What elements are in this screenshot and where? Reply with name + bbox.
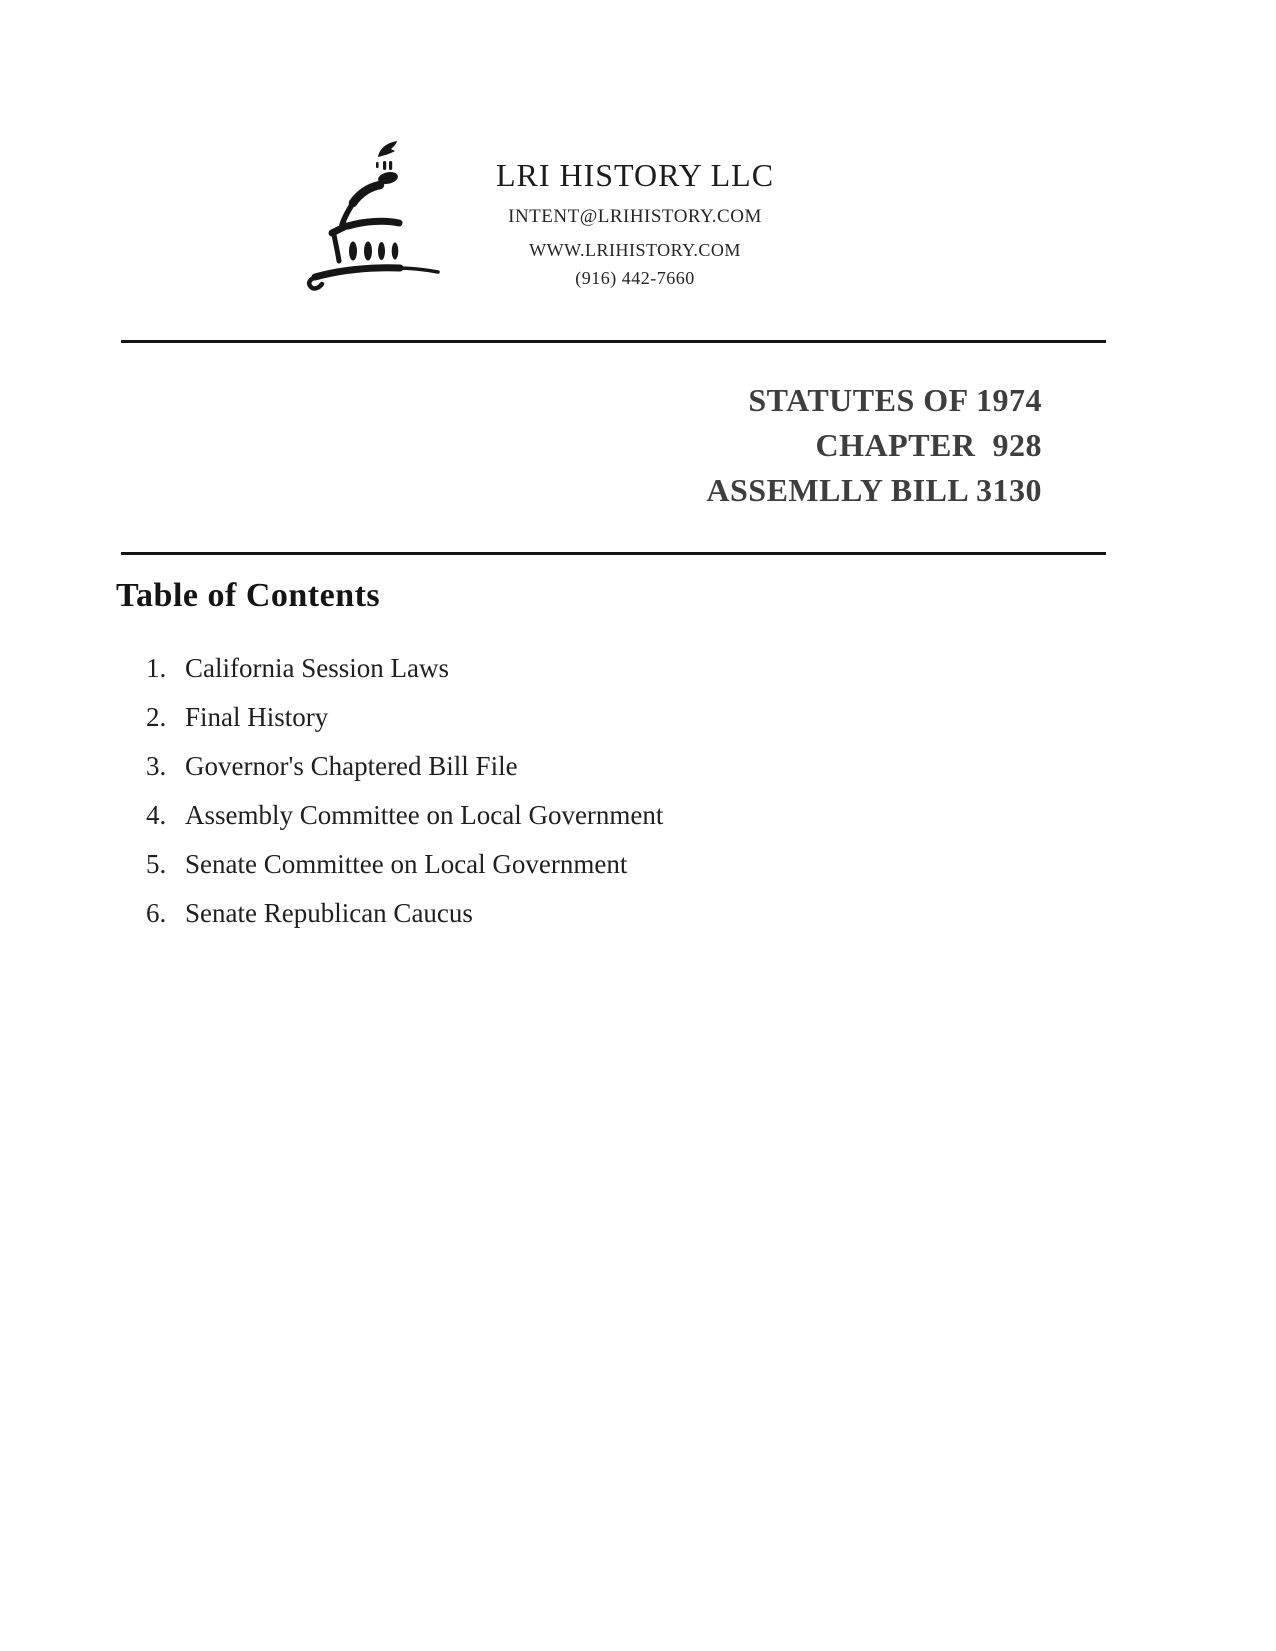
toc-item (146, 889, 663, 938)
toc-item (146, 791, 663, 840)
toc-item-number: 3. (146, 751, 167, 781)
horizontal-rule-bottom (121, 552, 1106, 555)
company-name: LRI HISTORY LLC (495, 157, 775, 193)
toc-item-label: Assembly Committee on Local Government (185, 800, 664, 830)
toc-item-label: Governor's Chaptered Bill File (185, 751, 518, 781)
toc-item (146, 644, 663, 693)
assembly-bill-line: ASSEMLLY BILL 3130 (706, 472, 1042, 508)
chapter-number-line: CHAPTER 928 (815, 427, 1042, 463)
toc-item-label: Senate Committee on Local Government (185, 849, 628, 879)
toc-item-number: 5. (146, 849, 167, 879)
toc-heading: Table of Contents (116, 577, 381, 614)
company-phone: (916) 442-7660 (575, 268, 695, 288)
toc-list (146, 644, 663, 938)
toc-item (146, 840, 663, 889)
toc-item (146, 742, 663, 791)
toc-item-label: Senate Republican Caucus (185, 898, 473, 928)
company-website: WWW.LRIHISTORY.COM (529, 240, 741, 260)
toc-item-label: Final History (185, 702, 329, 732)
company-email: INTENT@LRIHISTORY.COM (508, 206, 762, 227)
toc-item-label: California Session Laws (185, 653, 449, 683)
toc-item-number: 4. (146, 800, 167, 830)
toc-item-number: 2. (146, 702, 167, 732)
statutes-year-line: STATUTES OF 1974 (748, 382, 1042, 418)
toc-item-number: 6. (146, 898, 167, 928)
title-block (706, 378, 1042, 513)
toc-item (146, 693, 663, 742)
toc-item-number: 1. (146, 653, 167, 683)
horizontal-rule-top (121, 340, 1106, 343)
